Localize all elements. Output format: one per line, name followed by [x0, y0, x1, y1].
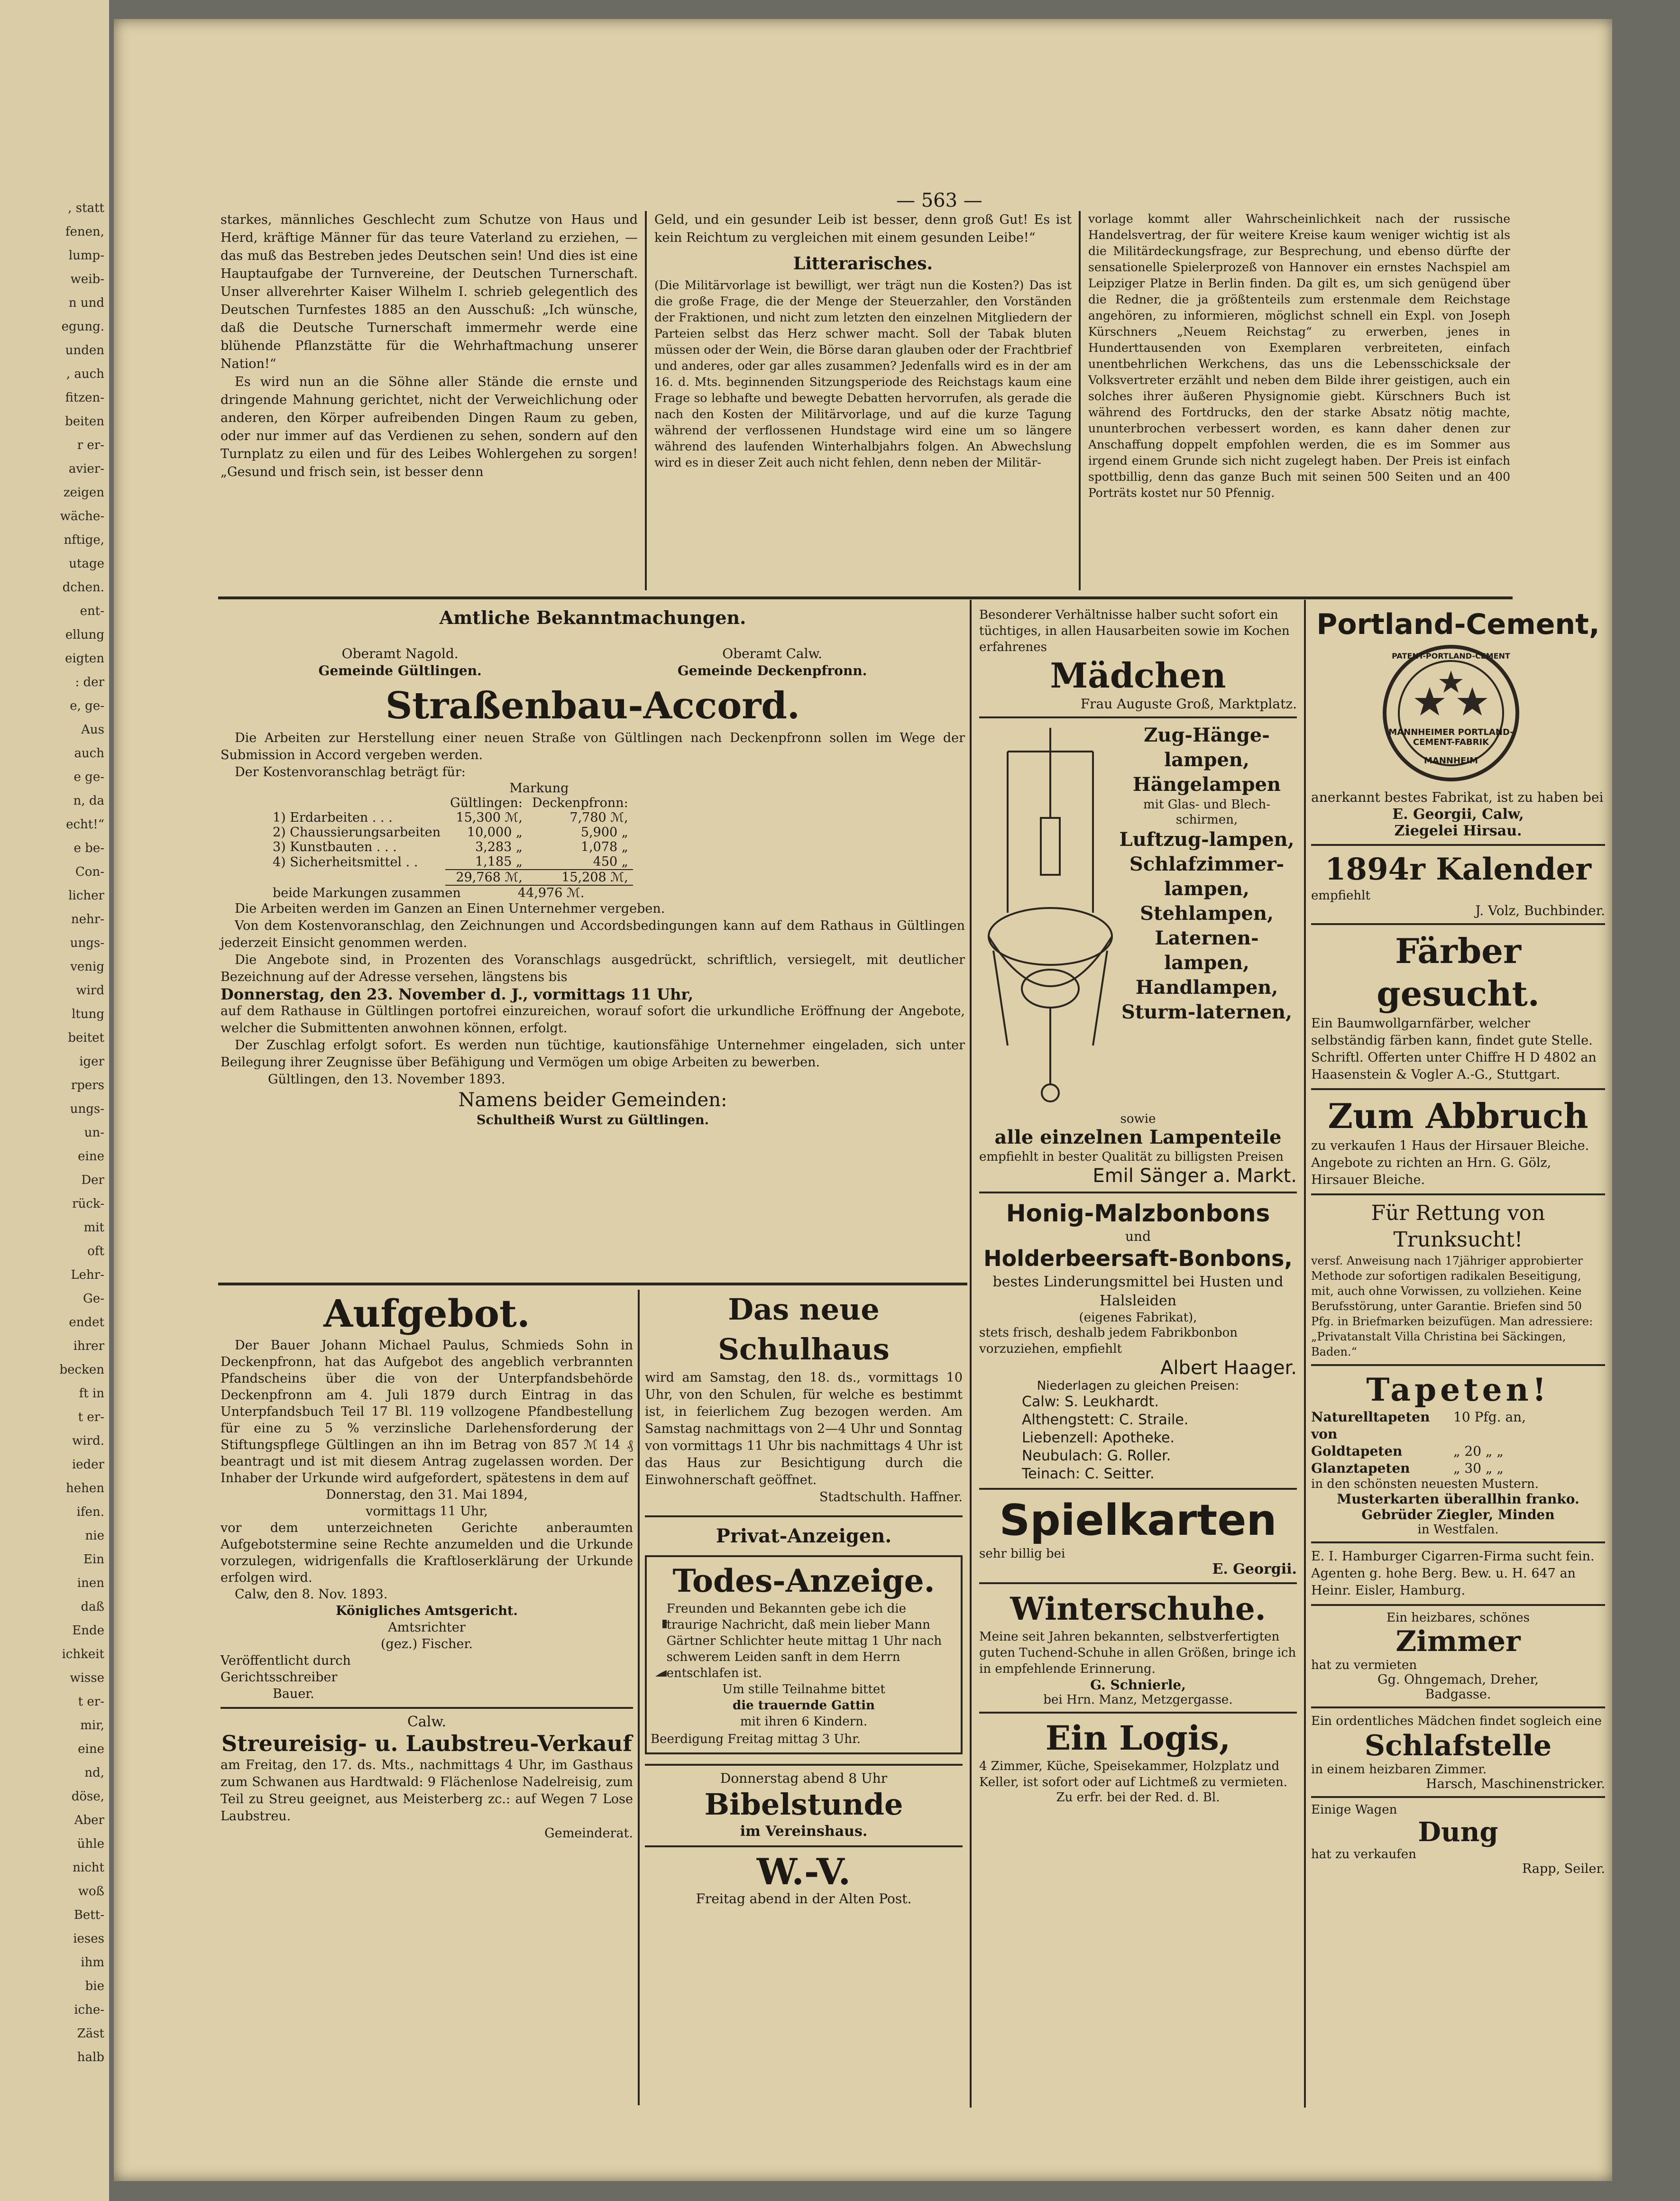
fragment-text: endet — [69, 1315, 104, 1330]
fragment-text: wäche- — [60, 509, 104, 523]
notice-names: Namens beider Gemeinden: — [458, 1089, 727, 1111]
room-ad-pre: Ein heizbares, schönes — [1386, 1611, 1530, 1625]
cement-sign: E. Georgii, Calw, — [1392, 806, 1524, 823]
fragment-text: wisse — [70, 1671, 104, 1685]
sleeping-ad-text: in einem heizbaren Zimmer. — [1311, 1762, 1487, 1777]
aufgebot-pub: Gerichtsschreiber — [220, 1670, 338, 1685]
aufgebot-time: vormittags 11 Uhr, — [366, 1504, 488, 1519]
lamp-item: mit Glas- und Blech-schirmen, — [1143, 798, 1270, 827]
notice-text: Die Arbeiten werden im Ganzen an Einen Unternehmer vergeben. — [235, 901, 665, 916]
article-text: Geld, und ein gesunder Leib ist besser, denn groß Gut! Es ist kein Reichtum zu vergleichen mit einem gesunden Leibe!“ — [654, 212, 1072, 245]
table-cell: 1,185 „ — [475, 854, 523, 869]
elder-title: Holderbeersaft-Bonbons, — [983, 1246, 1293, 1271]
aufgebot-pub: Bauer. — [273, 1687, 314, 1701]
manure-ad-title: Dung — [1418, 1816, 1498, 1848]
official-notice — [220, 607, 965, 1129]
table-row — [268, 854, 633, 870]
manure-ad-pre: Einige Wagen — [1311, 1803, 1397, 1817]
fragment-text: nehr- — [71, 912, 104, 926]
article-column-2 — [654, 211, 1072, 471]
fragment-text: iche- — [74, 2003, 104, 2017]
fragment-text: rück- — [72, 1197, 104, 1211]
notice-title: Straßenbau-Accord. — [385, 684, 800, 727]
lamp-item: Stehlampen, — [1140, 902, 1274, 925]
cost-table — [268, 781, 633, 886]
maid-ad-text: Besonderer Verhältnisse halber sucht sofort ein tüchtiges, in allen Hausarbeiten sowie im Kochen erfahrenes — [979, 608, 1290, 654]
fragment-text: ieses — [73, 1932, 104, 1946]
honey-sign: Albert Haager. — [1160, 1357, 1297, 1379]
wallpaper-text: in den schönsten neuesten Mustern. — [1311, 1477, 1539, 1491]
cigar-ad: E. I. Hamburger Cigarren-Firma sucht fein. Agenten g. hohe Berg. Bew. u. H. 647 an Heinr. Eisler, Hamburg. — [1311, 1549, 1595, 1598]
article-column-3 — [1088, 211, 1510, 501]
page-number: — 563 — — [896, 190, 982, 211]
fragment-text: lump- — [68, 248, 104, 263]
fragment-text: ühle — [77, 1837, 104, 1851]
price-row — [1311, 1443, 1605, 1460]
notice-text: Der Kostenvoranschlag beträgt für: — [235, 765, 466, 780]
fragment-text: ellung — [65, 628, 104, 642]
schulhaus-title: Das neue Schulhaus — [718, 1292, 890, 1366]
fragment-text: : der — [75, 675, 104, 689]
fragment-text: Lehr- — [71, 1268, 104, 1282]
logis-sign: Zu erfr. bei der Red. d. Bl. — [1056, 1790, 1220, 1805]
fragment-text: avier- — [68, 462, 104, 476]
lamp-sowie: sowie — [1120, 1112, 1156, 1126]
sale-title: Streureisig- u. Laubstreu-Verkauf — [221, 1731, 632, 1756]
aufgebot-judge: (gez.) Fischer. — [381, 1637, 473, 1651]
fragment-text: nie — [85, 1529, 104, 1543]
article-column-1 — [220, 211, 638, 481]
sale-signature: Gemeinderat. — [544, 1826, 633, 1841]
store-item: Liebenzell: Apotheke. — [1022, 1430, 1175, 1446]
table-cell: 3) Kunstbauten . . . — [273, 840, 397, 854]
cement-sign: Ziegelei Hirsau. — [1394, 823, 1522, 839]
lamp-item: Handlampen, — [1135, 976, 1278, 999]
notice-date: Gültlingen, den 13. November 1893. — [268, 1072, 505, 1087]
bible-hour-title: Bibelstunde — [704, 1787, 903, 1822]
aufgebot-title: Aufgebot. — [323, 1291, 530, 1336]
aufgebot-text: Der Bauer Johann Michael Paulus, Schmieds Sohn in Deckenpfronn, hat das Aufgebot des angeblich verbrannten Pfandscheins über die von der Unterpfandsbehörde Deckenpfronn am 4. Juli 1879 durch Eintrag in das Unterpfandsbuch Teil 17 Bl. 119 vollzogene Pfandbestellung für eine zu 5 % verzinsliche Darlehensforderung der Stiftungspflege Gültlingen an ihn im Betrag von 857 ℳ 14 ₰ beantragt und ist mit diesem Antrag zugelassen worden. Der Inhaber der Urkunde wird aufgefordert, spätestens in dem auf — [220, 1338, 633, 1486]
fragment-text: dchen. — [62, 580, 104, 595]
fragment-text: oft — [87, 1244, 104, 1258]
fragment-text: ft in — [79, 1386, 104, 1401]
notice-text: auf dem Rathause in Gültlingen portofrei einzureichen, worauf sofort die urkundliche Eröffnung der Angebote, welcher die Submittenten anwohnen können, erfolgt. — [220, 1004, 965, 1036]
calendar-title: 1894r Kalender — [1325, 852, 1591, 887]
fragment-text: Bett- — [73, 1908, 104, 1922]
demolition-title: Zum Abbruch — [1328, 1096, 1588, 1136]
cross-icon — [651, 1601, 667, 1681]
demolition-sign: Angebote zu richten an Hrn. G. Gölz, Hirsauer Bleiche. — [1311, 1156, 1551, 1187]
price-row — [1311, 1409, 1605, 1443]
maid-ad-sign: Frau Auguste Groß, Marktplatz. — [1080, 696, 1297, 712]
alcohol-cure-title: Für Rettung von Trunksucht! — [1371, 1201, 1545, 1252]
sleeping-ad-title: Schlafstelle — [1364, 1729, 1552, 1762]
winter-shoes-text: Meine seit Jahren bekannten, selbstverfertigten guten Tuchend-Schuhe in allen Größen, bringe ich in empfehlende Erinnerung. — [979, 1630, 1296, 1676]
table-cell: 7,780 ℳ, — [569, 810, 628, 825]
sale-body — [220, 1757, 633, 1842]
lamp-parts: alle einzelnen Lampenteile — [994, 1126, 1282, 1148]
notice-body — [220, 730, 965, 781]
section-divider — [218, 596, 1513, 599]
dyer-title: Färber gesucht. — [1377, 931, 1540, 1014]
store-item: Calw: S. Leukhardt. — [1022, 1394, 1159, 1410]
fragment-text: Ende — [72, 1623, 104, 1638]
wallpaper-prices — [1311, 1409, 1605, 1477]
death-notice-text: Freunden und Bekannten gebe ich die traurige Nachricht, daß mein lieber Mann Gärtner Schlichter heute mittag 1 Uhr nach schwerem Leiden sanft in dem Herrn entschlafen ist. — [666, 1602, 942, 1680]
price-value: „ 20 „ „ — [1453, 1443, 1504, 1459]
fragment-text: licher — [68, 889, 104, 903]
fragment-text: daß — [81, 1600, 104, 1614]
aufgebot-judge-title: Amtsrichter — [388, 1620, 466, 1635]
fragment-text: auch — [74, 746, 104, 761]
fragment-text: bie — [85, 1979, 104, 1993]
fragment-text: echt!“ — [66, 817, 104, 832]
fragment-text: ungs- — [70, 1102, 104, 1116]
dyer-text: Ein Baumwollgarnfärber, welcher selbständig färben kann, findet gute Stelle. Schriftl. Offerten unter Chiffre H D 4802 an Haasenstein & Vogler A.-G., Stuttgart. — [1311, 1016, 1597, 1082]
fragment-text: Der — [81, 1173, 104, 1187]
table-cell: 29,768 ℳ, — [445, 870, 527, 885]
fragment-text: ifen. — [76, 1505, 104, 1519]
total-value: 44,976 ℳ. — [517, 886, 585, 900]
manure-ad-text: hat zu verkaufen — [1311, 1847, 1416, 1862]
lamp-item: Sturm-laternen, — [1121, 1001, 1293, 1023]
column-divider — [645, 211, 647, 590]
fragment-text: eigten — [65, 651, 104, 666]
table-cell: 10,000 „ — [467, 825, 523, 840]
column-divider — [970, 600, 972, 2108]
fragment-text: rpers — [71, 1078, 104, 1092]
table-cell: 5,900 „ — [580, 825, 628, 840]
table-row — [268, 825, 633, 840]
fragment-text: egung. — [61, 320, 104, 334]
store-item: Teinach: C. Seitter. — [1022, 1466, 1155, 1482]
town-left: Gemeinde Gültlingen. — [318, 663, 482, 679]
logis-title: Ein Logis, — [1045, 1718, 1231, 1758]
fragment-text: e ge- — [73, 770, 104, 784]
aufgebot-pub: Veröffentlicht durch — [220, 1653, 351, 1668]
table-cell: 3,283 „ — [475, 840, 523, 854]
notice-text: Von dem Kostenvoranschlag, den Zeichnungen und Accordsbedingungen kann auf dem Rathaus in Gültlingen jederzeit Einsicht genommen werden. — [220, 918, 965, 950]
fragment-text: nd, — [84, 1766, 104, 1780]
section-heading: Litterarisches. — [793, 254, 933, 274]
fragment-text: hehen — [65, 1481, 104, 1495]
fragment-text: venig — [70, 960, 104, 974]
fragment-text: unden — [65, 343, 104, 358]
fragment-text: r er- — [77, 438, 104, 452]
section-divider — [218, 1283, 967, 1285]
fragment-text: eine — [78, 1149, 104, 1164]
lamp-item: Schlafzimmer-lampen, — [1129, 853, 1285, 900]
lamp-parts-text: empfiehlt in bester Qualität zu billigsten Preisen — [979, 1150, 1284, 1164]
fragment-text: t er- — [78, 1695, 104, 1709]
fragment-text: beitet — [68, 1031, 104, 1045]
table-header: Gültlingen: — [450, 796, 523, 810]
calendar-sign: J. Volz, Buchbinder. — [1475, 903, 1605, 918]
lamp-list — [1117, 723, 1297, 1025]
sleeping-ad-sign: Harsch, Maschinenstricker. — [1426, 1777, 1605, 1791]
fragment-text: un- — [84, 1126, 104, 1140]
wallpaper-title: Tapeten! — [1366, 1371, 1550, 1408]
fragment-text: Con- — [75, 865, 104, 879]
table-cell: 15,208 ℳ, — [527, 870, 633, 885]
manure-ad-sign: Rapp, Seiler. — [1522, 1862, 1605, 1876]
price-label: Naturelltapeten von — [1311, 1409, 1430, 1442]
notice-body — [220, 900, 965, 1129]
winter-shoes-sign: bei Hrn. Manz, Metzgergasse. — [1043, 1693, 1233, 1707]
aufgebot-court: Königliches Amtsgericht. — [336, 1604, 518, 1618]
sale-text: am Freitag, den 17. ds. Mts., nachmittags 4 Uhr, im Gasthaus zum Schwanen aus Hardtwald: 9 Flächenlose Nadelreisig, zum Teil zu Streu geeignet, aus Meisterberg zc.: auf Wegen 7 Lose Laubstreu. — [220, 1758, 633, 1824]
playing-cards-title: Spielkarten — [999, 1495, 1277, 1545]
table-row — [268, 810, 633, 825]
fragment-text: mir, — [80, 1718, 104, 1733]
honey-text: bestes Linderungsmittel bei Husten und Halsleiden — [992, 1274, 1284, 1309]
table-header: Deckenpfronn: — [532, 796, 628, 810]
honey-text: (eigenes Fabrikat), — [1079, 1311, 1197, 1325]
honey-und: und — [1125, 1229, 1151, 1244]
fragment-text: iger — [79, 1055, 104, 1069]
table-cell: 450 „ — [593, 854, 628, 869]
table-cell: 2) Chaussierungsarbeiten — [273, 825, 441, 840]
schulhaus-body — [645, 1369, 963, 1506]
fragment-text: eine — [78, 1742, 104, 1756]
death-notice-title: Todes-Anzeige. — [672, 1562, 935, 1599]
honey-title: Honig-Malzbonbons — [1006, 1200, 1270, 1227]
fragment-text: Aus — [81, 723, 104, 737]
notice-heading: Amtliche Bekanntmachungen. — [439, 607, 746, 628]
table-cell: 1) Erdarbeiten . . . — [273, 810, 393, 825]
fragment-text: wird. — [72, 1434, 104, 1448]
honey-stores-label: Niederlagen zu gleichen Preisen: — [1037, 1379, 1239, 1393]
lamp-item: Hängelampen — [1132, 773, 1281, 796]
fragment-text: wird — [76, 983, 104, 998]
honey-stores — [1022, 1393, 1297, 1483]
calendar-text: empfiehlt — [1311, 889, 1370, 903]
honey-text: stets frisch, deshalb jedem Fabrikbonbon vorzuziehen, empfiehlt — [979, 1326, 1238, 1356]
price-label: Glanztapeten — [1311, 1460, 1410, 1476]
price-label: Goldtapeten — [1311, 1443, 1403, 1459]
death-notice-sign: die trauernde Gattin — [733, 1698, 875, 1713]
fragment-text: halb — [77, 2050, 104, 2064]
sleeping-ad-pre: Ein ordentliches Mädchen findet sogleich eine — [1311, 1714, 1602, 1728]
column-divider — [638, 1290, 640, 2105]
aufgebot-text: vor dem unterzeichneten Gerichte anberaumten Aufgebotstermine seine Rechte anzumelden und die Urkunde vorzulegen, widrigenfalls die Kraftloserklärung der Urkunde erfolgen wird. — [220, 1521, 633, 1585]
fragment-text: ihrer — [73, 1339, 104, 1353]
alcohol-cure-text: versf. Anweisung nach 17jähriger approbierter Methode zur sofortigen radikalen Beseitigung, mit, auch ohne Vorwissen, zu vollziehen. Keine Berufsstörung, unter Garantie. Briefen sind 50 Pfg. in Briefmarken beizufügen. Man adressiere: „Privatanstalt Villa Christina bei Säckingen, Baden.“ — [1311, 1254, 1593, 1358]
newspaper-page — [114, 19, 1612, 2181]
sale-place: Calw. — [407, 1714, 447, 1730]
death-notice-sign: mit ihren 6 Kindern. — [740, 1715, 868, 1729]
logis-text: 4 Zimmer, Küche, Speisekammer, Holzplatz und Keller, ist sofort oder auf Lichtmeß zu vermieten. — [979, 1759, 1287, 1789]
total-line — [273, 886, 965, 900]
death-notice-sign: Um stille Teilnahme bittet — [722, 1682, 885, 1697]
fragment-text: ltung — [72, 1007, 104, 1021]
fragment-text: weib- — [70, 272, 104, 286]
fragment-text: ieder — [72, 1458, 104, 1472]
article-text: Es wird nun an die Söhne aller Stände die ernste und dringende Mahnung gerichtet, nicht der Verweichlichung oder anderen, den Körper aufreibenden Dingen Raum zu geben, oder nur immer auf das Verdienen zu sehen, sondern auf den Turnplatz zu eilen und für des Leibes Wohlergehen zu sorgen! „Gesund und frisch sein, ist besser denn — [220, 375, 638, 479]
fragment-text: t er- — [78, 1410, 104, 1424]
column-divider — [1304, 600, 1306, 2108]
seal-text: PATENT-PORTLAND-CEMENT — [1392, 651, 1510, 660]
seal-text: MANNHEIM — [1424, 756, 1478, 766]
aufgebot-place: Calw, den 8. Nov. 1893. — [235, 1587, 388, 1602]
table-cell: 15,300 ℳ, — [456, 810, 523, 825]
ads-column-right — [1311, 607, 1605, 1876]
seal-text: MANNHEIMER PORTLAND-CEMENT-FABRIK — [1388, 727, 1514, 747]
wv-text: Freitag abend in der Alten Post. — [696, 1891, 912, 1907]
table-cell: 4) Sicherheitsmittel . . — [273, 854, 418, 870]
lamp-item: Luftzug-lampen, — [1119, 828, 1294, 851]
schulhaus-text: wird am Samstag, den 18. ds., vormittags 10 Uhr, von den Schulen, für welche es bestimmt ist, in feierlichem Zug bezogen werden. Am Samstag nachmittags von 2—4 Uhr und Sonntag von vormittags 11 Uhr bis nachmittags 4 Uhr ist das Haus zur Besichtigung durch die Einwohnerschaft geöffnet. — [645, 1370, 963, 1487]
notice-text: Die Arbeiten zur Herstellung einer neuen Straße von Gültlingen nach Deckenpfronn sollen im Wege der Submission in Accord vergeben werden. — [220, 731, 965, 762]
table-row — [268, 840, 633, 854]
notice-text: Der Zuschlag erfolgt sofort. Es werden nun tüchtige, kautionsfähige Unternehmer eingeladen, sich unter Beilegung ihrer Zeugnisse über Befähigung und Vermögen um obige Arbeiten zu bewerben. — [220, 1038, 965, 1070]
table-header: Markung — [509, 781, 569, 796]
article-text: starkes, männliches Geschlecht zum Schutze von Haus und Herd, kräftige Männer für das teure Vaterland zu erziehen, — das muß das Bestreben jedes Deutschen sein! Und dies ist eine Hauptaufgabe der Turnvereine, der Deutschen Turnerschaft. Unser allverehrter Kaiser Wilhelm I. schrieb gelegentlich des Deutschen Turnfestes 1885 an den Ausschuß: „Ich wünsche, daß die Deutsche Turnerschaft immermehr werde eine blühende Pflanzstätte für die Wehrhaftmachung unserer Nation!“ — [220, 212, 638, 371]
lamp-item: Zug-Hänge-lampen, — [1144, 724, 1270, 771]
hanging-lamp-icon — [979, 723, 1121, 1112]
room-ad-sign: Badgasse. — [1425, 1687, 1491, 1702]
room-ad-title: Zimmer — [1395, 1625, 1521, 1658]
fragment-text: fitzen- — [65, 391, 104, 405]
fragment-text: fenen, — [65, 225, 104, 239]
wv-title: W.-V. — [756, 1851, 851, 1893]
column-divider — [1079, 211, 1081, 590]
fragment-text: , statt — [68, 201, 104, 215]
fragment-text: e be- — [73, 841, 104, 855]
town-right: Gemeinde Deckenpfronn. — [677, 663, 867, 679]
death-notice — [645, 1555, 963, 1754]
fragment-text: utage — [69, 557, 104, 571]
article-text: (Die Militärvorlage ist bewilligt, wer trägt nun die Kosten?) Das ist die große Frage, die der Menge der Steuerzahler, den Vorständen der Fraktionen, und nicht zum letzten den einzelnen Mitgliedern der Parteien selbst das Herz schwer macht. Soll der Tabak bluten müssen oder der Wein, die Börse daran glauben oder der Frachtbrief und anderes, oder gar alles zusammen? Jedenfalls wird es in der am 16. d. Mts. beginnenden Sitzungsperiode des Reichstags kaum eine Frage so lebhafte und bewegte Debatten hervorrufen, als gerade die nach den Kosten der Militärvorlage, und auf die kurze Tagung während der verflossenen Hundstage wird eine um so längere während des laufenden Winterhalbjahrs folgen. An Abwechslung wird es in dieser Zeit auch nicht fehlen, denn neben der Militär- — [654, 278, 1072, 469]
maid-ad-title: Mädchen — [1050, 655, 1226, 696]
lamp-parts-sign: Emil Sänger a. Markt. — [1092, 1165, 1297, 1187]
notice-signature: Schultheiß Wurst zu Gültlingen. — [476, 1113, 709, 1128]
room-ad-sign: Gg. Ohngemach, Dreher, — [1377, 1672, 1539, 1687]
table-cell: 1,078 „ — [580, 840, 628, 854]
bible-hour-where: im Vereinshaus. — [740, 1823, 868, 1840]
room-ad-text: hat zu vermieten — [1311, 1658, 1417, 1672]
fragment-text: döse, — [71, 1789, 104, 1804]
price-value: 10 Pfg. an, — [1453, 1409, 1526, 1425]
wallpaper-text: Musterkarten überallhin franko. — [1337, 1491, 1579, 1507]
playing-cards-text: sehr billig bei — [979, 1547, 1065, 1561]
price-row — [1311, 1460, 1605, 1477]
schulhaus-notice — [645, 1290, 963, 1907]
deadline: Donnerstag, den 23. November d. J., vormittags 11 Uhr, — [220, 985, 694, 1003]
office-left: Oberamt Nagold. — [341, 646, 459, 661]
fragment-text: woß — [78, 1884, 104, 1898]
fragment-text: Zäst — [77, 2027, 104, 2041]
fragment-text: ichkeit — [62, 1647, 104, 1661]
private-ads-heading: Privat-Anzeigen. — [716, 1525, 892, 1547]
demolition-text: zu verkaufen 1 Haus der Hirsauer Bleiche. — [1311, 1138, 1589, 1153]
fragment-text: Aber — [74, 1813, 104, 1827]
fragment-text: mit — [83, 1220, 104, 1235]
wallpaper-sign: in Westfalen. — [1417, 1522, 1499, 1537]
fragment-text: inen — [77, 1576, 104, 1590]
aufgebot-date: Donnerstag, den 31. Mai 1894, — [326, 1487, 528, 1502]
fragment-text: becken — [59, 1363, 104, 1377]
fragment-text: nicht — [73, 1861, 104, 1875]
fragment-text: beiten — [65, 414, 104, 429]
death-notice-row — [651, 1601, 957, 1681]
winter-shoes-sign: G. Schnierle, — [1090, 1677, 1186, 1693]
bible-hour-when: Donnerstag abend 8 Uhr — [720, 1770, 888, 1786]
fragment-text: , auch — [66, 367, 104, 381]
schulhaus-signature: Stadtschulth. Haffner. — [819, 1490, 963, 1504]
burial-line: Beerdigung Freitag mittag 3 Uhr. — [651, 1732, 861, 1746]
price-value: „ 30 „ „ — [1453, 1460, 1504, 1476]
offices — [220, 645, 965, 679]
aufgebot-notice — [220, 1290, 633, 1842]
fragment-text: zeigen — [63, 486, 104, 500]
fragment-text: ihm — [81, 1955, 104, 1970]
aufgebot-body — [220, 1337, 633, 1702]
fragment-text: nftige, — [64, 533, 104, 547]
store-item: Neubulach: G. Roller. — [1022, 1448, 1171, 1464]
office-right: Oberamt Calw. — [722, 646, 823, 661]
fragment-text: Ein — [83, 1552, 104, 1567]
lamp-ad — [979, 723, 1297, 1112]
fragment-text: e, ge- — [70, 699, 104, 713]
cement-seal — [1311, 642, 1605, 789]
notice-text: Die Angebote sind, in Prozenten des Voranschlags ausgedrückt, schriftlich, versiegelt, mit deutlicher Bezeichnung auf der Adresse versehen, längstens bis — [220, 953, 965, 984]
cement-text: anerkannt bestes Fabrikat, ist zu haben bei — [1311, 789, 1604, 805]
cement-title: Portland-Cement, — [1316, 608, 1600, 641]
fragment-text: ungs- — [70, 936, 104, 950]
previous-page-edge — [0, 0, 109, 2201]
article-text: vorlage kommt aller Wahrscheinlichkeit nach der russische Handelsvertrag, der für weitere Kreise kaum weniger wichtig ist als die Militärdeckungsfrage, zur Besprechung, und ebenso dürfte der sensationelle Spielerprozeß von Hannover ein ernstes Nachspiel am Leipziger Platze in Berlin finden. Da gilt es, um sich genügend über die Redner, die ja größtenteils zum erstenmale dem Reichstage angehören, zu informieren, möglichst schnell ein Expl. von Joseph Kürschners „Neuem Reichstag“ zu erwerben, jenes in Hunderttausenden von Exemplaren verbreiteten, einfach unentbehrlichen Werkchens, das uns die Lebensschicksale der Volksvertreter erzählt und neben dem Bilde ihrer geistigen, auch ein solches ihrer äußeren Physignomie giebt. Kürschners Buch ist während des Fortdrucks, den der starke Absatz nötig machte, ununterbrochen verbessert worden, es kann daher denen zur Anschaffung doppelt empfohlen werden, die es im Sommer aus irgend einem Grunde sich nicht zugelegt haben. Der Preis ist einfach spottbillig, denn das ganze Buch mit seinen 500 Seiten und an 400 Porträts kostet nur 50 Pfennig. — [1088, 212, 1510, 500]
fragment-text: n, da — [73, 794, 104, 808]
playing-cards-sign: E. Georgii. — [1212, 1561, 1297, 1577]
ads-column-middle — [979, 607, 1297, 1805]
lamp-item: Laternen-lampen, — [1155, 927, 1259, 974]
winter-shoes-title: Winterschuhe. — [1010, 1590, 1266, 1627]
fragment-text: ent- — [80, 604, 104, 618]
total-label: beide Markungen zusammen — [273, 886, 461, 900]
wallpaper-sign: Gebrüder Ziegler, Minden — [1361, 1507, 1555, 1522]
fragment-text: Ge- — [83, 1292, 104, 1306]
fragment-text: n und — [68, 296, 104, 310]
store-item: Althengstett: C. Straile. — [1022, 1412, 1189, 1428]
